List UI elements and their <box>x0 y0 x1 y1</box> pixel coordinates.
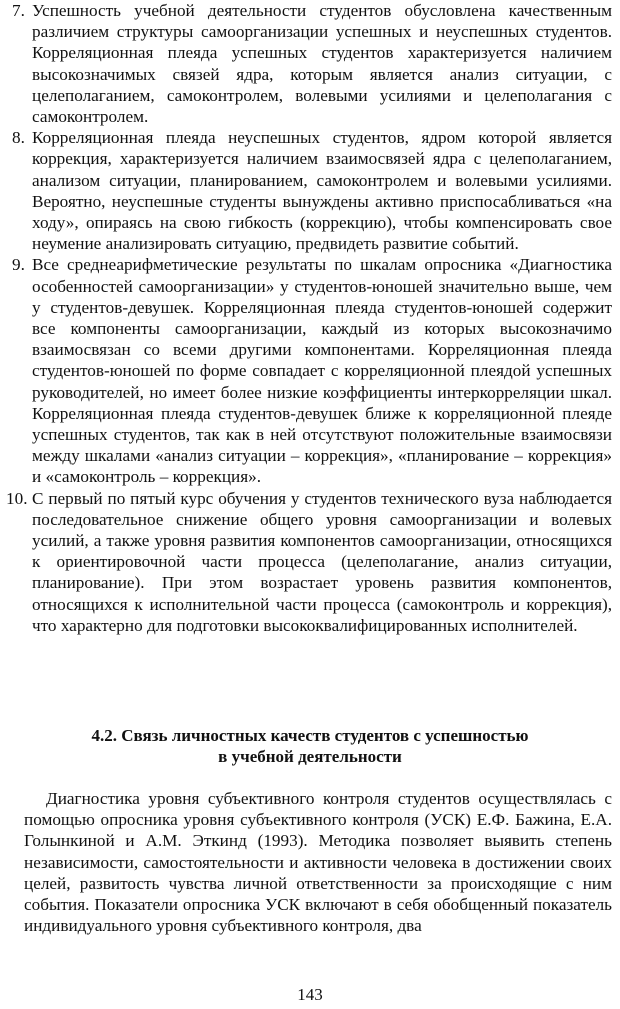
page-number: 143 <box>297 985 323 1004</box>
section-heading-line2: в учебной деятельности <box>218 747 402 766</box>
list-item-text: Корреляционная плеяда неуспешных студентов, ядром которой является коррекция, характеризуется наличием взаимосвязей ядра с целеполаганием, анализом ситуации, планированием, самоконтролем и волевыми усилиями. Вероятно, неуспешные студенты вынуждены активно приспосабливаться «на ходу», опираясь на свою гибкость (коррекцию), чтобы компенсировать свое неумение анализировать ситуацию, предвидеть развитие событий. <box>32 128 612 254</box>
body-paragraph: Диагностика уровня субъективного контроля студентов осуществлялась с помощью опросника уровня субъективного контроля (УСК) Е.Ф. Бажина, Е.А. Голынкиной и А.М. Эткинд (1993). Методика позволяет выявить степень независимости, самостоятельности и активности человека в достижении своих целей, развитость чувства личной ответственности за происходящие с ним события. Показатели опросника УСК включают в себя обобщенный показатель индивидуального уровня субъективного контроля, два <box>24 789 612 936</box>
conclusions-list <box>6 0 612 636</box>
list-item-text: Успешность учебной деятельности студентов обусловлена качественным различием структуры самоорганизации успешных и неуспешных студентов. Корреляционная плеяда успешных студентов характеризуется наличием высокозначимых связей ядра, которым является анализ ситуации, с целеполаганием, самоконтролем, волевыми усилиями и целеполагания с самоконтролем. <box>32 1 612 127</box>
section-heading <box>0 725 620 767</box>
list-item-text: Все среднеарифметические результаты по шкалам опросника «Диагностика особенностей самоорганизации» у студентов-юношей значительно выше, чем у студентов-девушек. Корреляционная плеяда студентов-юношей содержит все компоненты самоорганизации, каждый из которых высокозначимо взаимосвязан со всеми другими компонентами. Корреляционная плеяда студентов-юношей по форме совпадает с корреляционной плеядой успешных руководителей, но имеет более низкие коэффициенты интеркорреляции шкал. Корреляционная плеяда студентов-девушек ближе к корреляционной плеяде успешных студентов, так как в ней отсутствуют положительные взаимосвязи между шкалами «анализ ситуации – коррекция», «планирование – коррекция» и «самоконтроль – коррекция». <box>32 255 612 487</box>
list-item-number: 8. <box>12 128 25 148</box>
list-item <box>6 0 612 127</box>
list-item <box>6 127 612 254</box>
list-item-text: С первый по пятый курс обучения у студентов технического вуза наблюдается последовательное снижение общего уровня самоорганизации и волевых усилий, а также уровня развития компонентов самоорганизации, относящихся к ориентировочной части процесса (целеполагание, анализ ситуации, планирование). При этом возрастает уровень развития компонентов, относящихся к исполнительной части процесса (самоконтроль и коррекция), что характерно для подготовки высококвалифицированных исполнителей. <box>32 488 612 635</box>
section-heading-line1: 4.2. Связь личностных качеств студентов с успешностью <box>91 726 529 745</box>
list-item-number: 10. <box>6 488 28 508</box>
list-item-number: 9. <box>12 255 25 275</box>
list-item-number: 7. <box>12 1 25 20</box>
list-item <box>6 488 612 636</box>
list-item <box>6 254 612 487</box>
